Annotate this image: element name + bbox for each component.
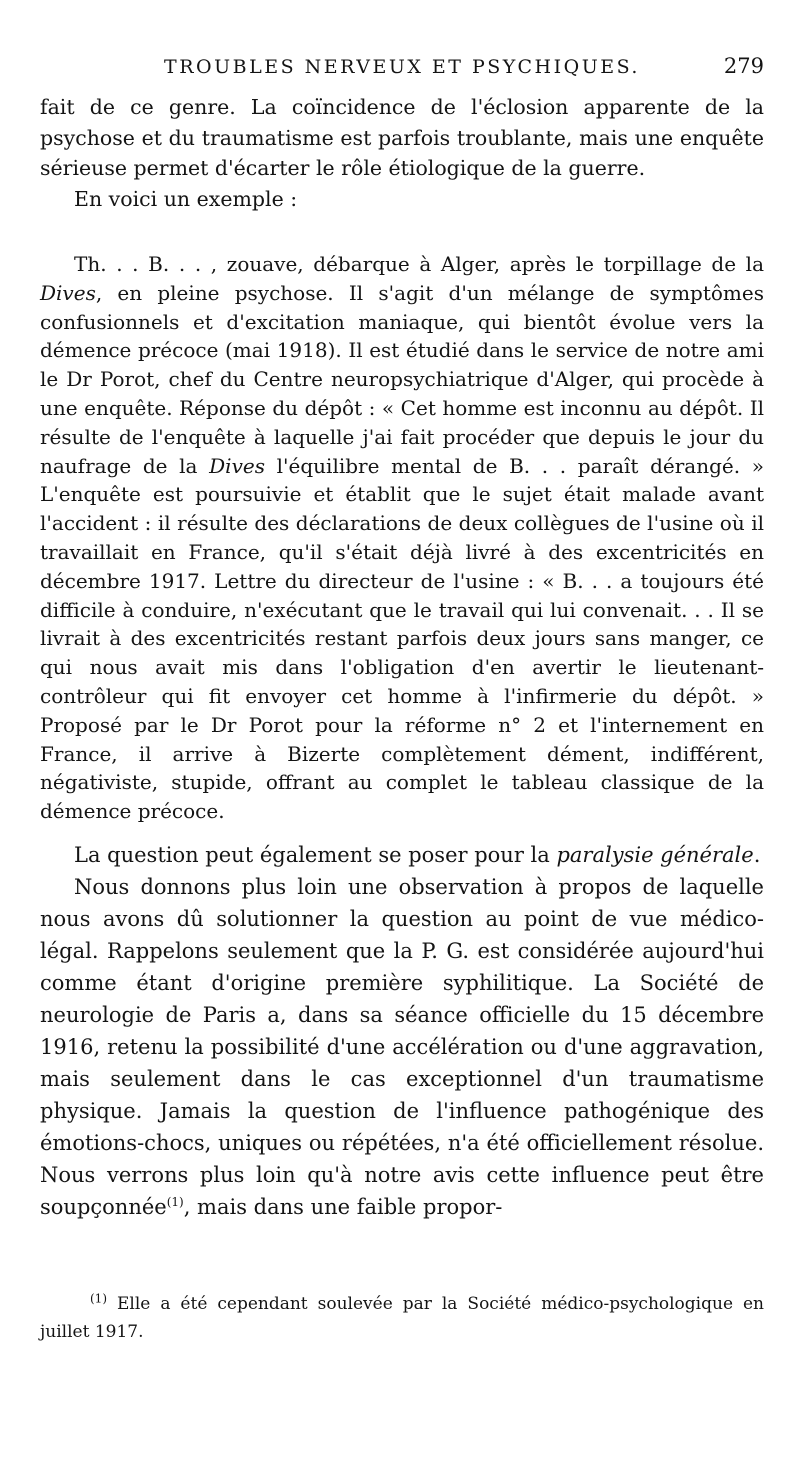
- footnotes: [40, 1290, 764, 1346]
- case-text-middle: , en pleine psychose. Il s'agit d'un mélange de symptômes confusionnels et d'excitation maniaque, qui bientôt évolue vers la démence précoce (mai 1918). Il est étudié dans le service de notre ami le Dr Porot, chef du Centre neuropsychiatrique d'Alger, qui procède à une enquête. Réponse du dépôt : « Cet homme est inconnu au dépôt. Il résulte de l'enquête à laquelle j'ai fait procéder que depuis le jour du naufrage de la: [40, 280, 764, 478]
- paragraph-continuation: fait de ce genre. La coïncidence de l'éclosion apparente de la psychose et du traumatisme est parfois troublante, mais une enquête sérieuse permet d'écarter le rôle étiologique de la guerre.: [40, 95, 764, 180]
- footnote-marker: (1): [90, 1291, 107, 1306]
- case-text-start: Th. . . B. . . , zouave, débarque à Alger, après le torpillage de la: [74, 252, 764, 276]
- text-span: Nous donnons plus loin une observation à propos de laquelle nous avons dû solutionner la question au point de vue médico-légal. Rappelons seulement que la P. G. est considérée aujourd'hui comme étant d'origine première syphilitique. La Société de neurologie de Paris a, dans sa séance officielle du 15 décembre 1916, retenu la possibilité d'une accélération ou d'une aggravation, mais seulement dans le cas exceptionnel d'un traumatisme physique. Jamais la question de l'influence pathogénique des émotions-chocs, uniques ou répétées, n'a été officiellement résolue. Nous verrons plus loin qu'à notre avis cette influence peut être soupçonnée: [40, 875, 764, 1219]
- page-header: [40, 52, 764, 86]
- paragraph-general-paralysis: [40, 839, 764, 871]
- footnote-1: [40, 1290, 764, 1346]
- main-text: [40, 839, 764, 1223]
- text-span: .: [753, 843, 761, 867]
- paragraph-example-intro: En voici un exemple :: [74, 186, 298, 211]
- footnote-reference[interactable]: (1): [166, 1195, 184, 1209]
- opening-text: [40, 92, 764, 214]
- paragraph-observation: [40, 871, 764, 1223]
- case-paragraph: [40, 250, 764, 826]
- ship-name: Dives: [40, 280, 96, 305]
- emphasis-paralysie: paralysie générale: [556, 843, 754, 867]
- case-text-end: l'équilibre mental de B. . . paraît dérangé. » L'enquête est poursuivie et établit que le sujet était malade avant l'accident : il résulte des déclarations de deux collègues de l'usine où il travaillait en France, qu'il s'était déjà livré à des excentricités en décembre 1917. Lettre du directeur de l'usine : « B. . . a toujours été difficile à conduire, n'exécutant que le travail qui lui convenait. . . Il se livrait à des excentricités restant parfois deux jours sans manger, ce qui nous avait mis dans l'obligation d'en avertir le lieutenant-contrôleur qui fit envoyer cet homme à l'infirmerie du dépôt. » Proposé par le Dr Porot pour la réforme n° 2 et l'internement en France, il arrive à Bizerte complètement dément, indifférent, négativiste, stupide, offrant au complet le tableau classique de la démence précoce.: [40, 453, 764, 824]
- footnote-text: Elle a été cependant soulevée par la Société médico-psychologique en juillet 1917.: [40, 1294, 764, 1342]
- running-title: TROUBLES NERVEUX ET PSYCHIQUES.: [164, 56, 640, 78]
- page-number: 279: [723, 54, 764, 78]
- text-span: , mais dans une faible propor-: [183, 1195, 503, 1219]
- case-observation: [40, 250, 764, 826]
- ship-name-second: Dives: [209, 453, 265, 478]
- text-span: La question peut également se poser pour la: [74, 843, 557, 867]
